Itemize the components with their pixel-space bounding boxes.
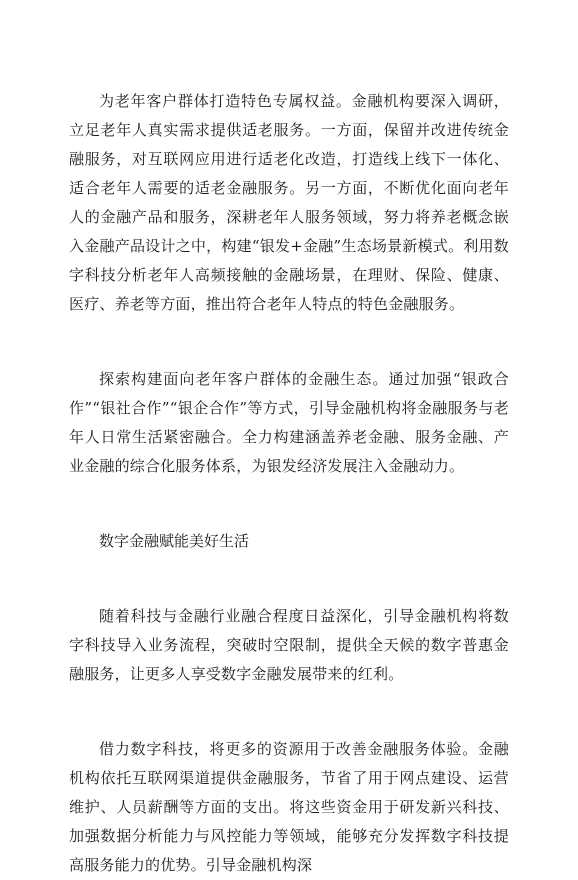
section-heading: 数字金融赋能美好生活 xyxy=(99,532,250,550)
paragraph-elderly-benefits: 为老年客户群体打造特色专属权益。金融机构要深入调研，立足老年人真实需求提供适老服务。一方面，保留并改进传统金融服务，对互联网应用进行适老化改造，打造线上线下一体化、适合老年人需要的适老金融服务。另一方面，不断优化面向老年人的金融产品和服务，深耕老年人服务领域，努力将养老概念嵌入金融产品设计之中，构建“银发+金融”生态场景新模式。利用数字科技分析老年人高频接触的金融场景，在理财、保险、健康、医疗、养老等方面，推出符合老年人特点的特色金融服务。 xyxy=(69,92,509,313)
paragraph-service-experience: 借力数字科技，将更多的资源用于改善金融服务体验。金融机构依托互联网渠道提供金融服务，节省了用于网点建设、运营维护、人员薪酬等方面的支出。将这些资金用于研发新兴科技、加强数据分析能力与风控能力等领域，能够充分发挥数字科技提高服务能力的优势。引导金融机构深 xyxy=(69,740,509,874)
paragraph-elderly-ecosystem: 探索构建面向老年客户群体的金融生态。通过加强“银政合作”“银社合作”“银企合作”等方式，引导金融机构将金融服务与老年人日常生活紧密融合。全力构建涵盖养老金融、服务金融、产业金融的综合化服务体系，为银发经济发展注入金融动力。 xyxy=(69,370,509,475)
article-body xyxy=(69,87,509,880)
paragraph-digital-finance: 随着科技与金融行业融合程度日益深化，引导金融机构将数字科技导入业务流程，突破时空限制，提供全天候的数字普惠金融服务，让更多人享受数字金融发展带来的红利。 xyxy=(69,607,509,683)
